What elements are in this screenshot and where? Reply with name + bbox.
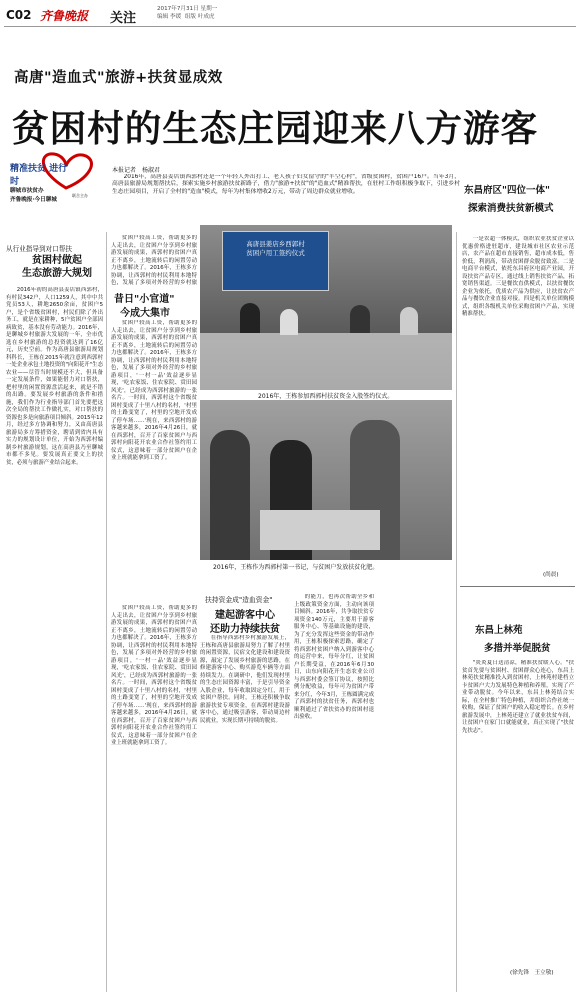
header-rule [4, 26, 576, 27]
editor-credits: 编辑 李缓 组版 叶成虎 [157, 14, 215, 20]
byline: 本报记者 杨淑君 [112, 167, 161, 174]
mid-body: 贫困户较高工资，帮助更多的人走出去，让贫困户分享到乡村旅游发展的成果，西郭村的贫困户真正不离乡，土地流转后的闲置劳动力也都解决了。2016年，王栋多方协调，让西郭村的村民利用本地特色，发展了多项对外经营的乡村旅 [111, 235, 197, 285]
right-section-rule [460, 586, 575, 587]
page-number: C02 [6, 8, 32, 22]
campaign-logo [6, 148, 101, 208]
right-sig-2: (徐先锋 王立敬) [510, 970, 554, 976]
right-sig-1: (尚晨) [543, 572, 559, 578]
ceremony-banner: 高唐县姜店乡西郭村 贫困户用工签约仪式 [222, 231, 329, 291]
logo-left-caption: 聊城市扶贫办 [10, 188, 44, 194]
logo-right-caption: 齐鲁晚报·今日聊城 [10, 197, 57, 203]
lead-paragraph: 2016年，高唐县姜店镇西郭村还是一个年轻人外出打工、老人孩子妇女留守的"半空心村"，省级贫困村，贫困户16户。当年3月，高唐县旅游局规划帮扶后，探索实施乡村旅游扶贫新路子，借力"旅游+扶贫"的"造血式"精准帮扶，在驻村工作组积极争取下，引进乡村生态庄园项目，开启了全村的"造血"模式，每年为村集体增收2万元，带动了周边群众就业增收。 [112, 174, 460, 195]
article-headline: 贫困村的生态庄园迎来八方游客 [12, 107, 539, 150]
column-divider [106, 232, 107, 992]
right-title-2: 多措并举促脱贫 [484, 643, 551, 654]
brand-logo: 齐鲁晚报 [40, 9, 89, 23]
signing-ceremony-photo [200, 225, 452, 390]
bottom-photo-caption: 2016年，王栋作为西郭村第一书记，与贫困户发放扶贫化肥。 [213, 564, 379, 571]
left-body: 2016年初的高唐县姜店镇西郭村，有村民342户，人口1259人，其中中共党员53人，耕地2650余亩，贫困户5户，是个省级贫困村，村民们除了外出务工，就是在家耕种，5户贫困户全部因病致贫，基本没有劳动能力。2016年，是聊城乡村旅游大发展的一年，全市优选在乡村旅游的总投资就达到了16亿元，历史空前。作为高唐县旅游局规划科科长，王栋在2015年就注意到西郭村一处企业承包土地投资的"向阳花开"生态农业——尽管当时规模还不大，但具备一定发展条件，如果能借力对口帮扶，把村里的闲置资源盘活起来，就是不错的出路。要发展乡村旅游的条件和措施，我们作为行业指导部门首先要把这次全局的帮扶工作做扎实，对口帮扶的资源也多是向旅游项目倾斜。2015年12月，经过多方协调和努力，又由高唐县旅游局多方筹措资金，聘请到省内具有实力的规划设计单位，开始为西郭村编制乡村旅游规划，这在高唐县乃至聊城市都不多见。要发展真正要文上的扶贫，必须与旅游产业结合起来。 [6, 287, 103, 466]
section-name: 关注 [110, 11, 137, 26]
right-body-2: "炎炎夏日送清凉，精准扶贫暖人心。"扶贫首先要与贫困村、贫困群众心连心，东昌上林苑扶贫精准投入到贫困村，上林苑村建档立卡贫困户大力发展特色种植和养殖，实现了产业带动脱贫。今年以来，东昌上林苑结合实际，在全村推广特色种植，并组织合作社统一收购，保证了贫困户的收入稳定增长。在乡村旅游发展中，上林苑还建立了就业扶贫车间，让贫困户在家门口就能就业，真正实现了"扶贫先扶志"。 [462, 660, 574, 734]
lower-kicker: 扶持资金成"造血资金" [205, 596, 273, 604]
left-title: 贫困村做起 生态旅游大规划 [22, 255, 92, 279]
lower-title-2: 还助力持续扶贫 [210, 624, 280, 635]
issue-date: 2017年7月31日 星期一 [157, 6, 218, 12]
lower-body: 在指导西郭村乡村旅游发展上，王栋和高唐县旅游局努力了解了村里的闲置资源，民宿文化建设和建设资源，敲定了发展乡村旅游的思路，在修建游客中心、购买游览车辆等方面持续发力。在调研中，他们发现村里的生态庄园资源丰富，于是引导资金入股企业，每年收取固定分红，用于贫困户帮扶。同时，王栋还积极争取旅游扶贫专项资金，在西郭村建设游客中心，通过吸引游客，带动周边村民就业，实现长期可持续的脱贫。 [200, 635, 290, 724]
right-body-1: 一是农超一体模式，组织农业扶贫企业以优惠价格进驻超市，建设城市社区农业示范店，农产品在超市直接销售，超市成本低，售价低，利润高，带动贫困群众脱贫致富。二是电商平台模式，依托东昌府区电商产业园，开设扶贫产品专区，通过线上销售扶贫产品，拓宽销售渠道。三是餐饮直供模式，以扶贫餐饮企业为依托，优质农产品为供应，让扶贫农产品与餐饮企业直接对接。四是机关单位团购模式，组织各级机关单位采购贫困户产品，实现精准帮扶。 [462, 236, 574, 317]
mid-title-2: 今成大集市 [120, 308, 170, 319]
right-title-1: 探索消费扶贫新模式 [468, 203, 554, 214]
top-photo-caption: 2016年，王栋参加西郭村扶贫资金入股签约仪式。 [258, 393, 394, 400]
right-kicker-1: 东昌府区"四位一体" [464, 185, 550, 196]
lower-title-1: 建起游客中心 [215, 610, 275, 621]
lower-mid-body-left: 贫困户较高工资，帮助更多的人走出去，让贫困户分享到乡村旅游发展的成果，西郭村的贫困户真正不离乡，土地流转后的闲置劳动力也都解决了。2016年，王栋多方协调，让西郭村的村民利用本地特色，发展了多项对外经营的乡村旅游项目，'一村一品'效益逐步显现，'吃农家饭、住农家院、赏田园风光'，已经成为西郭村旅游的一张名片。一时间，西郭村这个省级贫困村变成了十里八村的名村，'村里的土路变宽了，村里的空地开发成了停车场……'现在，来西郭村的游客越来越多，2016年4月26日，就在西郭村，召开了百家贫困户与西郭村向阳花开农业合作社签约用工仪式，这意味着一部分贫困户在企业上班就能拿到工资了。 [111, 605, 197, 746]
article-kicker: 高唐"造血式"旅游+扶贫显成效 [14, 70, 223, 86]
mid-body-continued: 贫困户较高工资，帮助更多的人走出去，让贫困户分享到乡村旅游发展的成果，西郭村的贫困户真正不离乡，土地流转后的闲置劳动力也都解决了。2016年，王栋多方协调，让西郭村的村民利用本地特色，发展了多项对外经营的乡村旅游项目，'一村一品'效益逐步显现，'吃农家饭、住农家院、赏田园风光'，已经成为西郭村旅游的一张名片。一时间，西郭村这个省级贫困村变成了十里八村的名村，'村里的土路变宽了，村里的空地开发成了停车场……'现在，来西郭村的游客越来越多，2016年4月26日，就在西郭村，召开了百家贫困户与西郭村向阳花开农业合作社签约用工仪式，这意味着一部分贫困户在企业上班就能拿到工资了。 [111, 320, 197, 461]
left-kicker: 从行业指导到对口帮扶 [6, 245, 72, 253]
logo-title: 精准扶贫 进行时 [10, 164, 68, 187]
logo-mid-caption: 联合主办 [72, 193, 88, 198]
fertilizer-distribution-photo [200, 400, 452, 560]
right-divider [456, 232, 457, 992]
far-mid-body: 的能力，也再次帮助全乡和上级政策资金方面，主动向该项目倾斜。2016年，共争取扶贫专项资金140万元，主要用于游客服务中心、等基础设施的建设，为了充分发挥这些资金的带动作用，王栋积极探索思路，确定了将西郭村贫困户纳入到游客中心的运营中来，每年分红，让贫困户长期受益，在2016年6月30日，山东向阳花开生态农业公司与西郭村委会签订协议，按照比例分配收益，每年可为贫困户带来分红，今年3月，王栋圆满完成了西郭村的扶贫任务，西郭村也顺利通过了省扶贫办的贫困村退出验收。 [294, 594, 374, 720]
right-kicker-2: 东昌上林苑 [475, 625, 523, 636]
mid-title-1: 昔日"小官道" [114, 294, 175, 305]
